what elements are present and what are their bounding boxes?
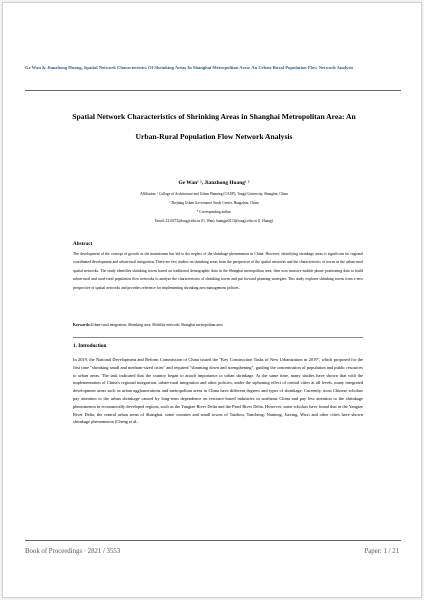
affiliations (63, 190, 365, 226)
running-header: Ge Wan & Jianzhong Huang, Spatial Network Characteristics Of Shrinking Areas In Shanghai Metropolitan Area: An Urban-Rural Population Flow Network Analysis (25, 65, 354, 70)
keywords-rule (73, 337, 363, 338)
corresponding-note: * Corresponding author. (196, 210, 232, 214)
keywords-text: Urban-rural integration; Shrinking area; Mobility network; Shanghai metropolitan area (90, 323, 223, 327)
keywords-line (73, 323, 363, 327)
abstract-text: The development of the concept of growth as the mainstream has led to the neglect of the shrinkage phenomenon in China. However, identifying shrinkage areas is significant for regional coordinated development and urban-rural integration. There are few studies on shrinking areas from the perspective of the spatial networks and the characteristics of towns in the urban-rural spatial networks. The study identifies shrinking towns based on traditional demographic data in the Shanghai metropolitan area, then uses massive mobile phone positioning data to build urban-rural and rural-rural population flow networks to analyze the characteristics of shrinking towns and put forward planning strategies. This study explores shrinking towns from a new perspective of spatial networks and provides reference for implementing shrinking area management policies. (73, 252, 363, 290)
footer-rule (25, 540, 401, 541)
author-email: Email: 2210273@tongji.edu.cn (G. Wan); huangjz0213@tongji.edu.cn (J. Huang) (155, 219, 273, 223)
paper-page (2, 2, 422, 598)
section-body: In 2019, the National Development and Reform Commission of China issued the "Key Construction Tasks of New Urbanization in 2019", which proposed for the first time "shrinking small and medium-sized cities" and required "slimming down and strengthening", guiding the concentration of population and public resources to urban areas. The task indicated that the country began to attach importance to urban shrinkage. At the same time, many studies have shown that with the implementation of China's regional integration, urban-rural integration and other policies, under the siphoning effect of central cities at all levels, many integrated development areas such as urban agglomerations and metropolitan areas in China have different degrees and types of shrinkage. Currently, most Chinese scholars pay attention to the urban shrinkage caused by long-term dependence on resource-based industries in northeast China and pay less attention to the shrinkage phenomenon in economically developed regions, such as the Yangtze River Delta and the Pearl River Delta. However, some scholars have found that in the Yangtze River Delta, the central urban areas of Shanghai, some counties and small towns of Taizhou, Yancheng, Nantong, Jiaxing, Wuxi and other cities have shown shrinkage phenomenon (Cheng et al., (73, 357, 363, 425)
paper-title: Spatial Network Characteristics of Shrinking Areas in Shanghai Metropolitan Area: An Urban-Rural Population Flow Network Analysis (72, 112, 356, 141)
footer-proceedings: Book of Proceedings · 2821 / 3553 (25, 548, 121, 555)
footer-page-number: Paper: 1 / 21 (364, 548, 399, 555)
authors: Ge Wan¹ ², Jianzhong Huang¹ ² (178, 180, 250, 186)
abstract-heading: Abstract (73, 241, 93, 247)
affiliation-2: ² Zhejiang Urban Governance Study Center, Hangzhou, China (169, 201, 259, 205)
section-heading: 1. Introduction (73, 343, 107, 349)
keywords-label: Keywords: (73, 323, 91, 327)
header-rule (25, 90, 401, 91)
affiliation-1: Affiliation: ¹ College of Architecture and Urban Planning (CAUP), Tongji University, Shanghai, China (140, 192, 288, 196)
